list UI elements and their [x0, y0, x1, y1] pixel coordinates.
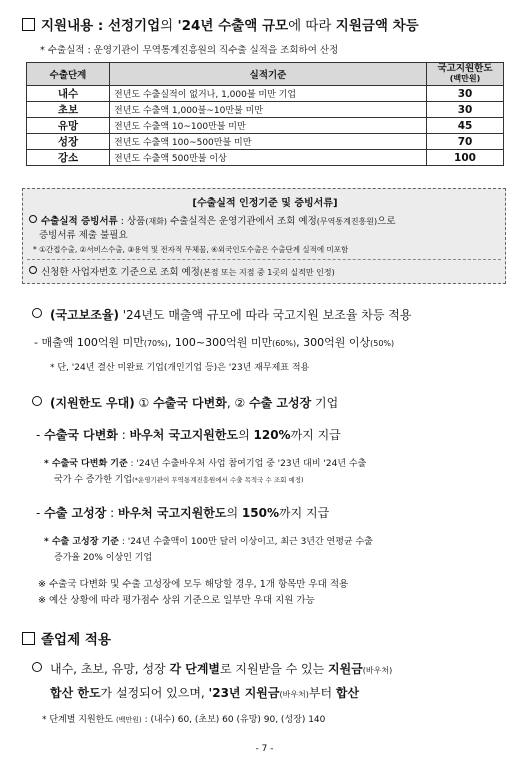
diversify-note-line2: 국가 수 증가한 기업(*운영기관이 무역통계진흥원에서 수출 목적국 수 조회 예정) [54, 475, 304, 485]
bullet-circle-icon [29, 215, 37, 223]
page-number: - 7 - [255, 744, 274, 754]
bullet-circle-icon [32, 396, 42, 406]
graduation-note: * 단계별 지원한도 (백만원) : (내수) 60, (초보) 60 (유망) 90, (성장) 140 [42, 715, 326, 725]
graduation-line-1: 내수, 초보, 유망, 성장 각 단계별로 지원받을 수 있는 지원금(바우처) [32, 660, 392, 677]
support-limit-table [26, 62, 504, 166]
diversify-note-line1: * 수출국 다변화 기준 : '24년 수출바우처 사업 참여기업 중 '23년 대비 '24년 수출 [44, 459, 367, 469]
evidence-info-box [22, 188, 506, 284]
growth-note-line2: 증가율 20% 이상인 기업 [54, 553, 153, 563]
bullet-circle-icon [32, 308, 42, 318]
remark-1: ※ 수출국 다변화 및 수출 고성장에 모두 해당할 경우, 1개 항목만 우대 적용 [38, 579, 349, 590]
evidence-line-2: 증빙서류 제출 불필요 [39, 230, 128, 241]
table-row: 내수 전년도 수출실적이 없거나, 1,000불 미만 기업 30 [27, 86, 504, 102]
evidence-line-1: 수출실적 증빙서류 : 상품(재화) 수출실적은 운영기관에서 조회 예정(무역통계진흥원)으로 [29, 213, 396, 227]
growth-note-line1: * 수출 고성장 기준 : '24년 수출액이 100만 달러 이상이고, 최근 3년간 연평균 수출 [44, 537, 373, 547]
growth-item: - 수출 고성장 : 바우처 국고지원한도의 150%까지 지급 [36, 506, 330, 520]
evidence-box-title: [수출실적 인정기준 및 증빙서류] [192, 198, 338, 209]
col-header-limit: 국고지원한도 (백만원) [427, 63, 504, 86]
limit-preference-item: (지원한도 우대) ① 수출국 다변화, ② 수출 고성장 기업 [32, 394, 338, 411]
col-header-stage: 수출단계 [27, 63, 110, 86]
evidence-line-4: 신청한 사업자번호 기준으로 조회 예정(본점 또는 지점 중 1곳의 실적만 인정) [29, 264, 335, 278]
bullet-circle-icon [32, 662, 42, 672]
subsidy-note: * 단, '24년 결산 미완료 기업(개인기업 등)은 '23년 재무제표 적용 [50, 363, 310, 373]
col-header-criteria: 실적기준 [110, 63, 427, 86]
bullet-circle-icon [29, 266, 37, 274]
checkbox-square-icon [22, 632, 35, 645]
table-row: 초보 전년도 수출액 1,000불~10만불 미만 30 [27, 102, 504, 118]
graduation-line-2: 합산 한도가 설정되어 있으며, '23년 지원금(바우처)부터 합산 [50, 686, 360, 700]
checkbox-square-icon [22, 18, 35, 31]
table-row: 성장 전년도 수출액 100~500만불 미만 70 [27, 134, 504, 150]
evidence-note: * ①간접수출, ②서비스수출, ③용역 및 전자적 무체물, ④외국인도수출은 수출단계 실적에 미포함 [33, 245, 349, 254]
subsidy-rate-item: (국고보조율) '24년도 매출액 규모에 따라 국고지원 보조율 차등 적용 [32, 306, 411, 323]
table-row: 유망 전년도 수출액 10~100만불 미만 45 [27, 118, 504, 134]
export-record-note: * 수출실적 : 운영기관이 무역통계진흥원의 직수출 실적을 조회하여 산정 [40, 45, 339, 56]
divider [27, 259, 501, 260]
subsidy-rate-detail: - 매출액 100억원 미만(70%), 100~300억원 미만(60%), 300억원 이상(50%) [34, 336, 395, 349]
diversify-item: - 수출국 다변화 : 바우처 국고지원한도의 120%까지 지급 [36, 428, 341, 442]
remark-2: ※ 예산 상황에 따라 평가점수 상위 기준으로 일부만 우대 지원 가능 [38, 595, 315, 606]
section-heading-graduation: 졸업제 적용 [22, 628, 111, 648]
table-row: 강소 전년도 수출액 500만불 이상 100 [27, 150, 504, 166]
section-heading-support: 지원내용 : 선정기업의 '24년 수출액 규모에 따라 지원금액 차등 [22, 14, 419, 34]
